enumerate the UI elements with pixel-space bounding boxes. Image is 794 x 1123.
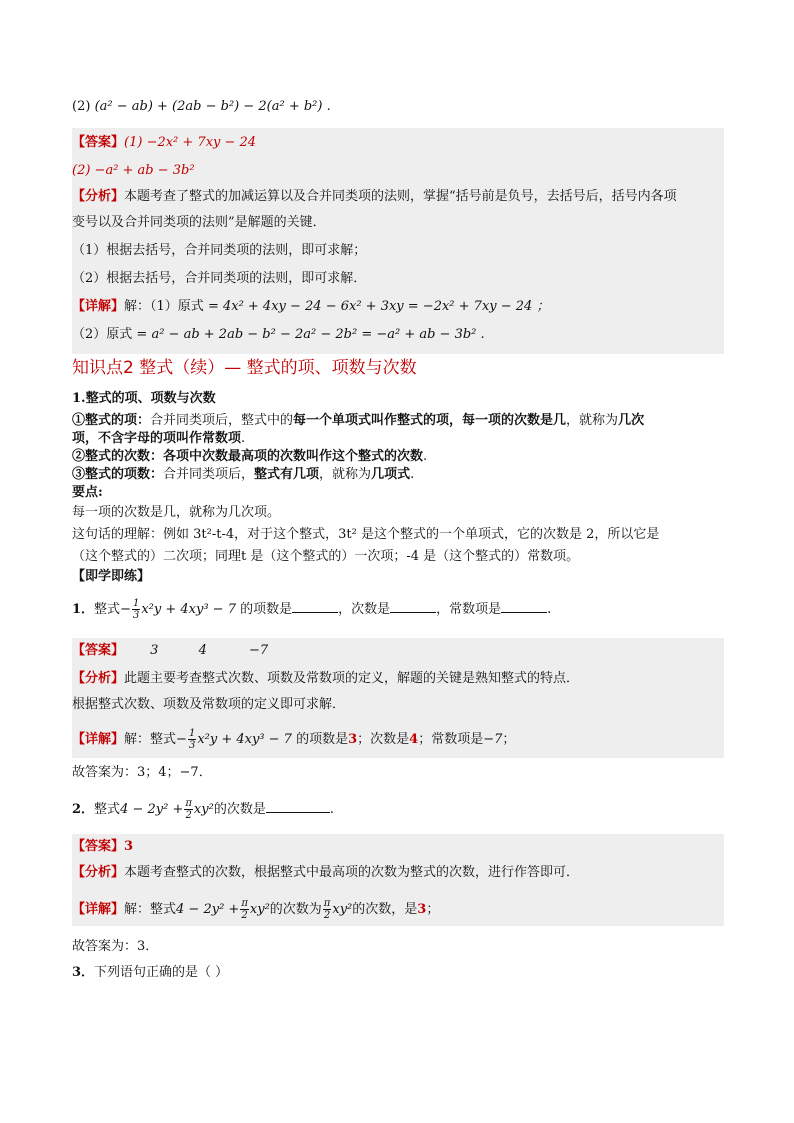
q2-analysis — [72, 864, 579, 882]
denominator: 3 — [132, 610, 140, 621]
denominator: 3 — [188, 740, 196, 751]
problem-label: (2) — [72, 99, 91, 114]
analysis-tag: 【分析】 — [72, 865, 125, 880]
punctuation: . — [410, 467, 415, 482]
key-points-label: 要点: — [72, 485, 103, 500]
detail-text: ；次数是 — [357, 732, 410, 747]
definition-bold: 项，不含字母的项叫作常数项 — [72, 431, 242, 446]
analysis-line-1 — [72, 188, 677, 206]
detail-value: 4 — [409, 732, 419, 747]
fraction — [240, 898, 249, 921]
answer-blank[interactable] — [390, 600, 436, 613]
fraction — [323, 898, 332, 921]
q2-detail — [72, 898, 439, 921]
expression: − — [176, 732, 187, 747]
detail-value: 3 — [417, 902, 427, 917]
detail-text: 解：（1）原式 — [124, 299, 204, 314]
detail-value: −7 — [483, 732, 503, 747]
answer-value: −7 — [249, 643, 269, 658]
key-point-3: （这个整式的）二次项；同理t 是（这个整式的）一次项；-4 是（这个整式的）常数项。 — [72, 549, 580, 564]
answer-blank[interactable] — [266, 800, 330, 813]
definition-text: ，就称为 — [566, 413, 619, 428]
definition-bold: 每一个单项式叫作整式的项，每一项的次数是几 — [293, 413, 567, 428]
section-title: 知识点2 整式（续）— 整式的项、项数与次数 — [72, 358, 417, 378]
analysis-text: 本题考查了整式的加减运算以及合并同类项的法则，掌握“括号前是负号，去括号后，括号内各项 — [124, 189, 677, 204]
practice-label: 【即学即练】 — [72, 569, 151, 584]
definition-bold: 整式有几项 — [254, 467, 320, 482]
section-subtitle: 1.整式的项、项数与次数 — [72, 391, 216, 406]
analysis-tag: 【分析】 — [72, 671, 125, 686]
detail-line-1 — [72, 298, 549, 316]
definition-bold: ②整式的次数：各项中次数最高项的次数叫作这个整式的次数 — [72, 449, 424, 464]
analysis-tag: 【分析】 — [72, 189, 125, 204]
analysis-line-2 — [72, 214, 326, 232]
detail-tag: 【详解】 — [72, 299, 125, 314]
detail-text: （2）原式 — [72, 327, 133, 342]
definition-term — [72, 412, 644, 430]
detail-text: 的次数为 — [269, 902, 322, 917]
detail-text: 解：整式 — [124, 902, 177, 917]
q2-answer — [72, 838, 133, 856]
punctuation: . — [423, 449, 428, 464]
expression: xy² — [193, 802, 214, 817]
analysis-text: 变号以及合并同类项的法则”是解题的关键． — [72, 215, 326, 230]
analysis-line-4 — [72, 270, 366, 288]
expression: (a² − ab) + (2ab − b²) − 2(a² + b²) . — [94, 99, 331, 114]
expression: x²y + 4xy³ − 7 — [141, 602, 236, 617]
question-text: 的次数是 — [213, 802, 266, 817]
detail-text: 解：整式 — [124, 732, 177, 747]
answer-blank[interactable] — [292, 600, 338, 613]
expression: xy² — [332, 902, 353, 917]
answer-1: (1) −2x² + 7xy − 24 — [124, 135, 257, 150]
analysis-text: 此题主要考查整式次数、项数及常数项的定义，解题的关键是熟知整式的特点． — [124, 671, 580, 686]
punctuation: . — [241, 431, 246, 446]
definition-text: ，就称为 — [319, 467, 372, 482]
question-2 — [72, 798, 334, 821]
question-text: 整式 — [94, 602, 121, 617]
detail-tag: 【详解】 — [72, 902, 125, 917]
question-text: 的项数是 — [240, 602, 293, 617]
answer-tag: 【答案】 — [72, 135, 125, 150]
expression: 4 − 2y² + — [120, 802, 184, 817]
definition-text: 合并同类项后，整式中的 — [150, 413, 294, 428]
definition-label: ①整式的项： — [72, 413, 151, 428]
answer-blank[interactable] — [501, 600, 547, 613]
denominator: 2 — [241, 910, 248, 921]
expression: − — [120, 602, 131, 617]
analysis-line-3 — [72, 242, 366, 260]
problem-2-expression — [72, 98, 331, 116]
q1-detail — [72, 728, 515, 751]
analysis-text: （2）根据去括号，合并同类项的法则，即可求解． — [72, 271, 367, 286]
detail-text: 的次数，是 — [352, 902, 418, 917]
question-text: ，次数是 — [338, 602, 391, 617]
definition-term-line-2 — [72, 430, 245, 448]
question-3 — [72, 964, 228, 982]
answer-2: (2) −a² + ab − 3b² — [72, 163, 195, 178]
answer-value: 3 — [124, 839, 134, 854]
answer-value: 4 — [198, 643, 207, 658]
definition-bold: 几次 — [618, 413, 645, 428]
q1-analysis-2: 根据整式次数、项数及常数项的定义即可求解． — [72, 697, 346, 712]
question-number: 1． — [72, 602, 95, 617]
q2-final: 故答案为：3． — [72, 939, 159, 954]
punctuation: . — [329, 802, 334, 817]
detail-expression: = 4x² + 4xy − 24 − 6x² + 3xy = −2x² + 7xy − 24 ； — [207, 299, 550, 314]
fraction — [132, 598, 140, 621]
definition-count — [72, 466, 414, 484]
question-text: 整式 — [94, 802, 121, 817]
expression: x²y + 4xy³ − 7 — [197, 732, 292, 747]
question-number: 3． — [72, 965, 95, 980]
answer-line-1 — [72, 134, 256, 152]
denominator: 2 — [185, 810, 192, 821]
answer-tag: 【答案】 — [72, 839, 125, 854]
answer-line-2 — [72, 162, 195, 180]
detail-line-2 — [72, 326, 485, 344]
detail-expression: = a² − ab + 2ab − b² − 2a² − 2b² = −a² + ab − 3b² . — [136, 327, 485, 342]
q1-analysis — [72, 670, 579, 688]
expression: 4 − 2y² + — [176, 902, 240, 917]
detail-text: 的项数是 — [296, 732, 349, 747]
fraction — [184, 798, 193, 821]
analysis-text: 本题考查整式的次数，根据整式中最高项的次数为整式的次数，进行作答即可． — [124, 865, 580, 880]
numerator: 1 — [188, 728, 196, 739]
detail-value: 3 — [348, 732, 358, 747]
question-text: ，常数项是 — [436, 602, 502, 617]
numerator: π — [241, 898, 248, 909]
question-1 — [72, 598, 551, 621]
definition-degree — [72, 448, 427, 466]
definition-bold: 几项式 — [371, 467, 411, 482]
question-text: 下列语句正确的是（ ） — [94, 965, 229, 980]
detail-text: ；常数项是 — [418, 732, 484, 747]
q1-final: 故答案为：3；4；−7． — [72, 765, 212, 780]
answer-value: 3 — [150, 643, 159, 658]
key-point-1: 每一项的次数是几，就称为几次项。 — [72, 505, 281, 520]
denominator: 2 — [323, 910, 331, 921]
key-point-2: 这句话的理解：例如 3t²-t-4，对于这个整式，3t² 是这个整式的一个单项式，它的次数是 2，所以它是 — [72, 527, 660, 542]
expression: xy² — [249, 902, 270, 917]
fraction — [188, 728, 196, 751]
detail-tag: 【详解】 — [72, 732, 125, 747]
detail-text: ； — [426, 902, 440, 917]
definition-text: 合并同类项后， — [163, 467, 255, 482]
analysis-text: （1）根据去括号，合并同类项的法则，即可求解； — [72, 243, 367, 258]
definition-label: ③整式的项数： — [72, 467, 164, 482]
numerator: π — [323, 898, 331, 909]
question-number: 2． — [72, 802, 95, 817]
punctuation: . — [547, 602, 552, 617]
detail-text: ； — [502, 732, 516, 747]
answer-tag: 【答案】 — [72, 643, 125, 658]
q1-answer — [72, 642, 268, 660]
numerator: π — [185, 798, 192, 809]
numerator: 1 — [132, 598, 140, 609]
